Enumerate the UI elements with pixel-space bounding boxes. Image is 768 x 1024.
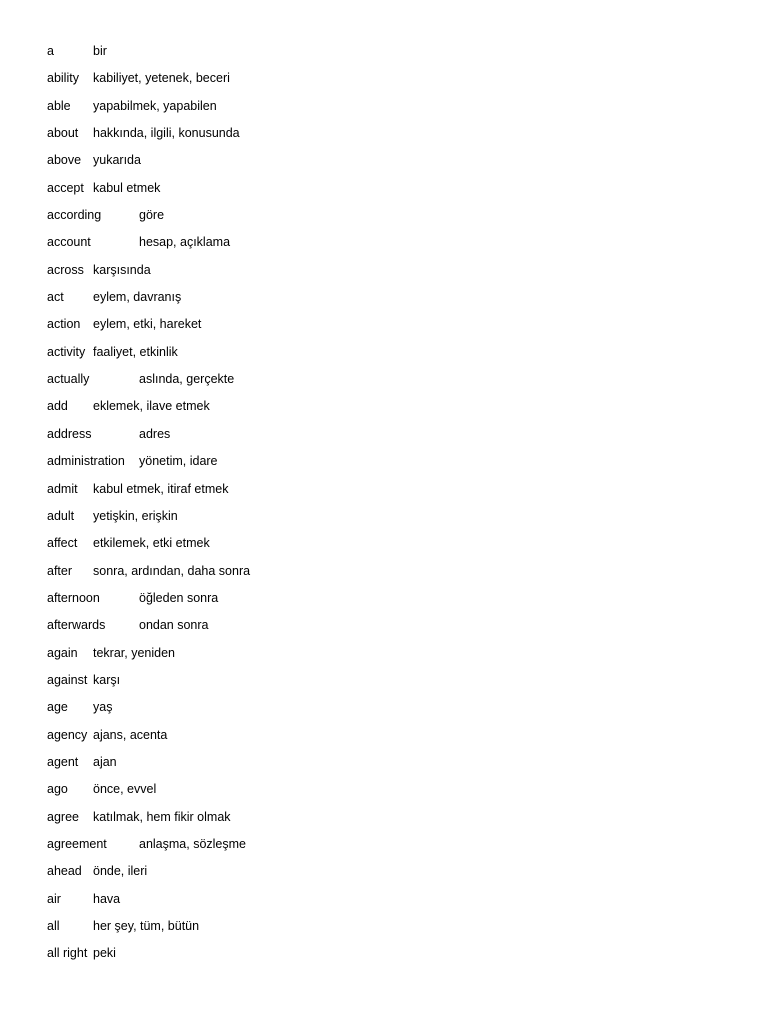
turkish-translation: eylem, davranış — [93, 290, 182, 305]
turkish-translation: yetişkin, erişkin — [93, 508, 178, 523]
turkish-translation: kabiliyet, yetenek, beceri — [93, 71, 230, 86]
turkish-translation: ajan — [93, 754, 117, 769]
turkish-translation: yaş — [93, 700, 113, 715]
english-term: actually — [47, 372, 90, 387]
turkish-translation: karşısında — [93, 262, 151, 277]
english-term: agency — [47, 727, 88, 742]
english-term: across — [47, 262, 84, 277]
english-term: able — [47, 98, 71, 113]
english-term: ago — [47, 782, 68, 797]
turkish-translation: kabul etmek — [93, 180, 161, 195]
turkish-translation: hakkında, ilgili, konusunda — [93, 126, 240, 141]
english-term: a — [47, 44, 54, 58]
english-term: ahead — [47, 864, 82, 879]
english-term: address — [47, 426, 92, 441]
turkish-translation: öğleden sonra — [139, 590, 219, 605]
turkish-translation: katılmak, hem fikir olmak — [93, 809, 231, 824]
english-term: agreement — [47, 836, 107, 851]
turkish-translation: etkilemek, etki etmek — [93, 536, 210, 551]
turkish-translation: karşı — [93, 672, 121, 687]
english-term: action — [47, 317, 81, 332]
english-term: account — [47, 235, 91, 250]
english-term: affect — [47, 536, 78, 551]
english-term: activity — [47, 344, 86, 359]
english-term: against — [47, 672, 88, 687]
english-term: administration — [47, 454, 125, 469]
english-term: all right — [47, 946, 88, 961]
english-term: adult — [47, 508, 75, 523]
english-term: again — [47, 645, 78, 660]
turkish-translation: önce, evvel — [93, 782, 157, 797]
turkish-translation: tekrar, yeniden — [93, 645, 175, 660]
english-term: after — [47, 563, 73, 578]
english-term: admit — [47, 481, 78, 496]
turkish-translation: faaliyet, etkinlik — [93, 344, 178, 359]
english-term: afterwards — [47, 618, 106, 633]
turkish-translation: yukarıda — [93, 153, 141, 168]
turkish-translation: yönetim, idare — [139, 454, 218, 469]
english-term: accept — [47, 180, 84, 195]
turkish-translation: aslında, gerçekte — [139, 372, 235, 387]
turkish-translation: sonra, ardından, daha sonra — [93, 563, 251, 578]
english-term: ability — [47, 71, 79, 86]
english-term: act — [47, 290, 64, 305]
english-term: all — [47, 919, 60, 933]
turkish-translation: her şey, tüm, bütün — [93, 919, 200, 933]
turkish-translation: önde, ileri — [93, 864, 148, 879]
turkish-translation: hava — [93, 891, 121, 906]
turkish-translation: ajans, acenta — [93, 727, 168, 742]
english-term: age — [47, 700, 68, 715]
turkish-translation: hesap, açıklama — [139, 235, 231, 250]
english-term: afternoon — [47, 590, 100, 605]
turkish-translation: eklemek, ilave etmek — [93, 399, 210, 414]
turkish-translation: peki — [93, 946, 116, 961]
turkish-translation: bir — [93, 44, 107, 58]
english-term: above — [47, 153, 82, 168]
english-term: agree — [47, 809, 79, 824]
english-term: according — [47, 208, 102, 223]
turkish-translation: kabul etmek, itiraf etmek — [93, 481, 229, 496]
turkish-translation: göre — [139, 208, 165, 223]
english-term: air — [47, 891, 61, 906]
english-term: about — [47, 126, 79, 141]
turkish-translation: anlaşma, sözleşme — [139, 836, 246, 851]
english-term: agent — [47, 754, 79, 769]
english-term: add — [47, 399, 68, 414]
turkish-translation: eylem, etki, hareket — [93, 317, 202, 332]
turkish-translation: yapabilmek, yapabilen — [93, 98, 217, 113]
turkish-translation: adres — [139, 426, 171, 441]
turkish-translation: ondan sonra — [139, 618, 209, 633]
